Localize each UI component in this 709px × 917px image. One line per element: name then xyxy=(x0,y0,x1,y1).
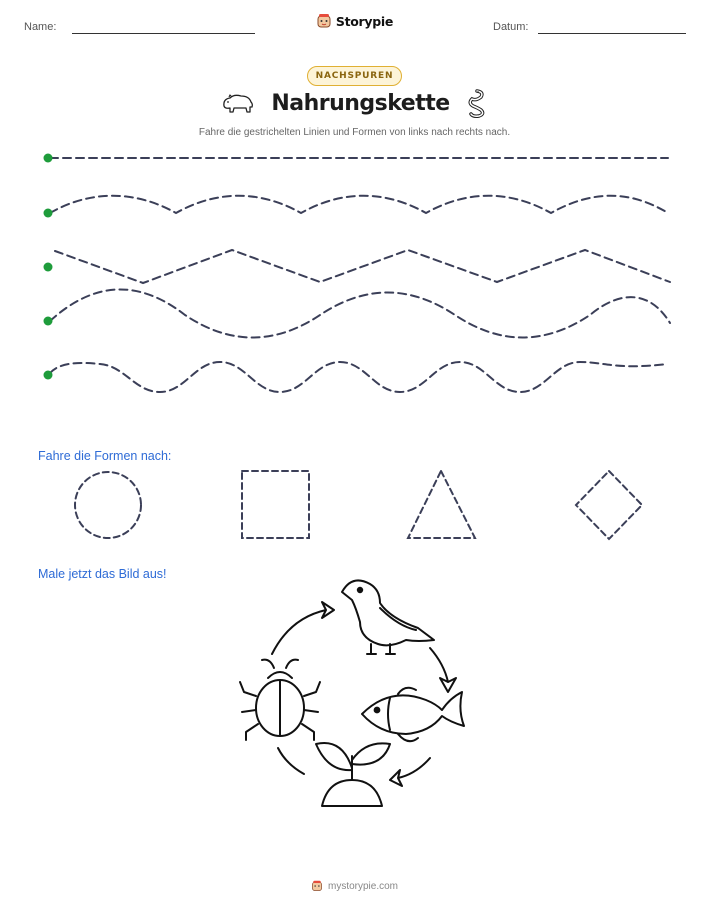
brand xyxy=(0,13,709,29)
fish-illustration xyxy=(362,688,464,741)
trace-shape-circle[interactable] xyxy=(75,472,141,538)
coloring-heading: Male jetzt das Bild aus! xyxy=(38,567,167,581)
date-field[interactable] xyxy=(538,33,686,34)
tracing-lines xyxy=(0,140,709,400)
bird-illustration xyxy=(342,580,434,654)
trace-line-flat-wave[interactable] xyxy=(50,362,668,392)
trace-start-dot xyxy=(44,371,53,380)
storypie-logo-icon xyxy=(316,13,332,29)
food-chain-picture[interactable] xyxy=(230,568,480,823)
footer-site[interactable]: mystorypie.com xyxy=(327,880,398,892)
trace-shape-diamond[interactable] xyxy=(576,471,642,539)
worm-icon xyxy=(466,88,488,118)
polar-bear-icon xyxy=(221,90,255,116)
footer xyxy=(0,880,709,892)
trace-start-dot xyxy=(44,263,53,272)
trace-shape-square[interactable] xyxy=(242,471,309,538)
storypie-logo-icon xyxy=(311,880,323,892)
beetle-illustration xyxy=(240,660,320,740)
brand-name: Storypie xyxy=(335,13,394,29)
trace-line-wave[interactable] xyxy=(50,196,668,213)
trace-shape-triangle[interactable] xyxy=(408,471,475,538)
worksheet-badge: NACHSPUREN xyxy=(307,66,403,86)
date-label: Datum: xyxy=(493,21,529,33)
trace-line-zigzag[interactable] xyxy=(55,250,670,283)
name-label: Name: xyxy=(24,21,57,33)
cycle-arrows xyxy=(272,602,456,786)
trace-line-wave-2[interactable] xyxy=(50,289,670,337)
instructions: Fahre die gestrichelten Linien und Formen von links nach rechts nach. xyxy=(198,127,511,138)
trace-start-dot xyxy=(44,209,53,218)
trace-start-dot xyxy=(44,154,53,163)
sprout-illustration xyxy=(316,743,390,806)
page-title: Nahrungskette xyxy=(271,90,450,116)
shapes-heading: Fahre die Formen nach: xyxy=(38,449,172,463)
trace-start-dot xyxy=(44,317,53,326)
trace-shapes xyxy=(0,460,709,550)
name-field[interactable] xyxy=(72,33,255,34)
